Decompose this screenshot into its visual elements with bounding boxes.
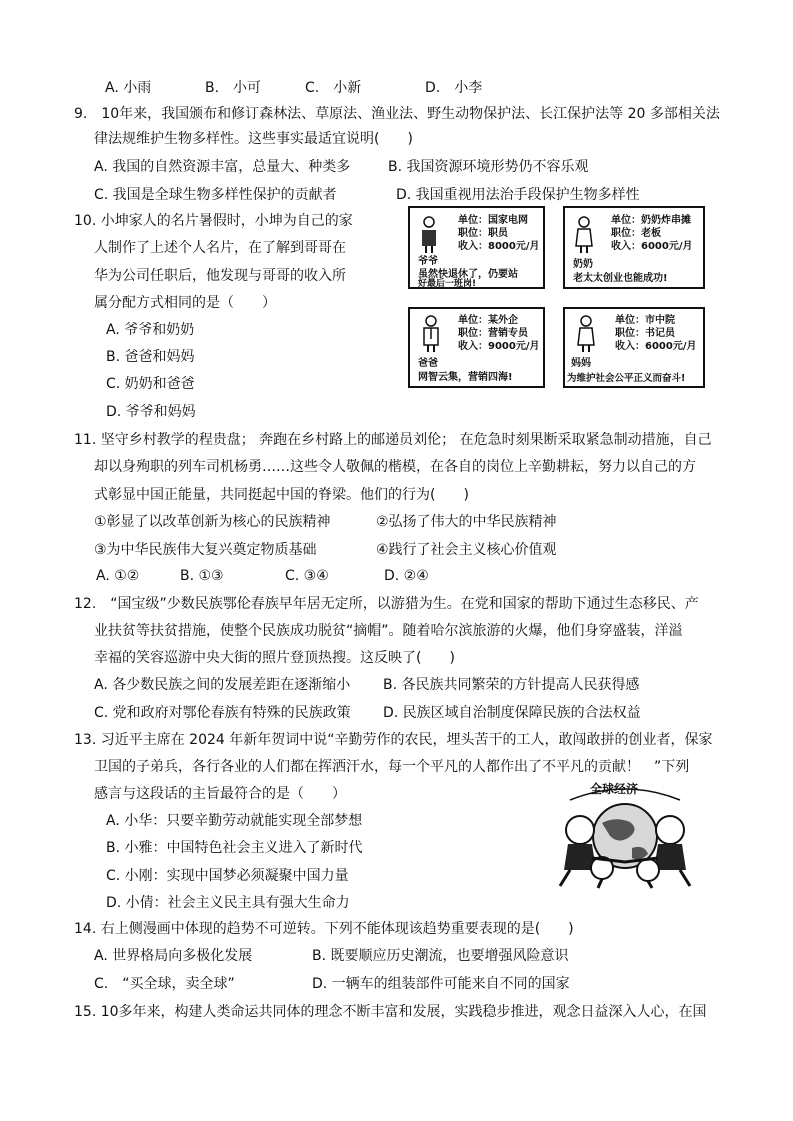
q8-option-b: B. 小可	[205, 80, 262, 96]
q9-stem-line2: 律法规维护生物多样性。这些事实最适宜说明( )	[94, 131, 413, 147]
q12-option-a: A. 各少数民族之间的发展差距在逐渐缩小	[94, 677, 351, 693]
cartoon-title: 全球经济	[590, 782, 639, 796]
q11-stem-line2: 却以身殉职的列车司机杨勇……这些令人敬佩的楷模，在各自的岗位上辛勤耕耘，努力以自己的方	[94, 459, 696, 475]
mom-figure-icon	[575, 315, 597, 353]
card-name: 爸爸	[418, 358, 438, 369]
card-income: 收入：6000元/月	[615, 341, 697, 352]
card-income: 收入：8000元/月	[458, 241, 540, 252]
q9-option-c: C. 我国是全球生物多样性保护的贡献者	[94, 187, 337, 203]
card-unit: 单位：国家电网	[458, 215, 528, 226]
q10-option-b: B. 爸爸和妈妈	[106, 349, 195, 365]
business-card-grandpa	[408, 206, 545, 289]
q9-option-a: A. 我国的自然资源丰富，总量大、种类多	[94, 159, 351, 175]
q12-option-c: C. 党和政府对鄂伦春族有特殊的民族政策	[94, 705, 351, 721]
globe-handshake-icon	[540, 778, 710, 890]
card-job: 职位：营销专员	[458, 328, 528, 339]
dad-figure-icon	[420, 315, 442, 353]
q9-option-b: B. 我国资源环境形势仍不容乐观	[388, 159, 589, 175]
q10-stem-line4: 属分配方式相同的是（ ）	[94, 295, 276, 311]
grandma-figure-icon	[573, 216, 595, 254]
q11-stem-line3: 式彰显中国正能量，共同挺起中国的脊梁。他们的行为( )	[94, 487, 469, 503]
card-motto-line1: 为维护社会公平正义而奋斗!	[567, 373, 686, 384]
q13-stem-line1: 13. 习近平主席在 2024 年新年贺词中说“辛勤劳作的农民，埋头苦干的工人，敢闯敢拼的创业者，保家	[74, 732, 713, 748]
business-card-mom	[563, 307, 705, 388]
q11-option-d: D. ②④	[384, 568, 429, 584]
q10-stem-line3: 华为公司任职后，他发现与哥哥的收入所	[94, 268, 346, 284]
q11-statement-2: ②弘扬了伟大的中华民族精神	[376, 514, 557, 530]
card-name: 奶奶	[573, 259, 593, 270]
card-income: 收入：6000元/月	[611, 241, 693, 252]
business-card-grandma	[563, 206, 705, 289]
card-name: 爷爷	[418, 256, 438, 267]
q14-option-d: D. 一辆车的组装部件可能来自不同的国家	[312, 976, 570, 992]
q14-stem-line1: 14. 右上侧漫画中体现的趋势不可逆转。下列不能体现该趋势重要表现的是( )	[74, 921, 574, 937]
q12-stem-line1: 12. “国宝级”少数民族鄂伦春族早年居无定所，以游猎为生。在党和国家的帮助下通过生态移民、产	[74, 596, 699, 612]
q11-statement-4: ④践行了社会主义核心价值观	[376, 542, 557, 558]
q11-stem-line1: 11. 坚守乡村教学的程贵盘； 奔跑在乡村路上的邮递员刘伦； 在危急时刻果断采取紧急制动措施，自己	[74, 432, 712, 448]
q12-option-b: B. 各民族共同繁荣的方针提高人民获得感	[383, 677, 640, 693]
card-unit: 单位：奶奶炸串摊	[611, 215, 691, 226]
card-name: 妈妈	[571, 358, 591, 369]
card-job: 职位：老板	[611, 228, 661, 239]
q12-stem-line3: 幸福的笑容巡游中央大街的照片登顶热搜。这反映了( )	[94, 650, 455, 666]
q13-option-a: A. 小华：只要辛勤劳动就能实现全部梦想	[106, 813, 363, 829]
q9-stem-line1: 9. 10年来，我国颁布和修订森林法、草原法、渔业法、野生动物保护法、长江保护法等 20 多部相关法	[74, 106, 720, 122]
q11-statement-3: ③为中华民族伟大复兴奠定物质基础	[94, 542, 317, 558]
card-job: 职位：书记员	[615, 328, 675, 339]
q14-option-a: A. 世界格局向多极化发展	[94, 948, 253, 964]
q10-option-a: A. 爷爷和奶奶	[106, 322, 195, 338]
q10-option-c: C. 奶奶和爸爸	[106, 376, 195, 392]
q13-option-c: C. 小刚：实现中国梦必须凝聚中国力量	[106, 868, 349, 884]
q14-option-b: B. 既要顺应历史潮流，也要增强风险意识	[312, 948, 569, 964]
card-unit: 单位：某外企	[458, 315, 518, 326]
q10-stem-line2: 人制作了上述个人名片，在了解到哥哥在	[94, 240, 346, 256]
card-motto-line2: 好最后一班岗!	[418, 279, 477, 289]
card-motto-line1: 老太太创业也能成功!	[573, 273, 668, 284]
q8-option-a: A. 小雨	[105, 80, 152, 96]
q11-option-c: C. ③④	[285, 568, 329, 584]
q9-option-d: D. 我国重视用法治手段保护生物多样性	[396, 187, 640, 203]
global-economy-cartoon	[540, 778, 710, 890]
q11-statement-1: ①彰显了以改革创新为核心的民族精神	[94, 514, 331, 530]
q11-option-a: A. ①②	[96, 568, 140, 584]
card-income: 收入：9000元/月	[458, 341, 540, 352]
grandpa-figure-icon	[418, 216, 440, 254]
card-motto-line1: 网智云集，营销四海!	[418, 372, 513, 383]
q8-option-c: C. 小新	[305, 80, 362, 96]
q13-option-b: B. 小雅：中国特色社会主义进入了新时代	[106, 840, 363, 856]
q11-option-b: B. ①③	[180, 568, 224, 584]
business-card-dad	[408, 307, 545, 388]
q12-stem-line2: 业扶贫等扶贫措施，使整个民族成功脱贫“摘帽”。随着哈尔滨旅游的火爆，他们身穿盛装，洋溢	[94, 623, 683, 639]
card-motto-line1: 虽然快退休了，仍要站	[418, 269, 518, 280]
q14-option-c: C. “买全球，卖全球”	[94, 976, 235, 992]
q12-option-d: D. 民族区域自治制度保障民族的合法权益	[383, 705, 641, 721]
q15-stem-line1: 15. 10多年来，构建人类命运共同体的理念不断丰富和发展，实践稳步推进，观念日益深入人心，在国	[74, 1004, 707, 1020]
q10-stem-line1: 10. 小坤家人的名片暑假时，小坤为自己的家	[74, 213, 353, 229]
card-unit: 单位：市中院	[615, 315, 675, 326]
q13-stem-line2: 卫国的子弟兵，各行各业的人们都在挥洒汗水，每一个平凡的人都作出了不平凡的贡献！ ”下列	[94, 759, 690, 775]
q8-option-d: D. 小李	[425, 80, 483, 96]
q13-option-d: D. 小倩：社会主义民主具有强大生命力	[106, 895, 350, 911]
card-job: 职位：职员	[458, 228, 508, 239]
q13-stem-line3: 感言与这段话的主旨最符合的是（ ）	[94, 786, 346, 802]
q10-option-d: D. 爷爷和妈妈	[106, 404, 196, 420]
